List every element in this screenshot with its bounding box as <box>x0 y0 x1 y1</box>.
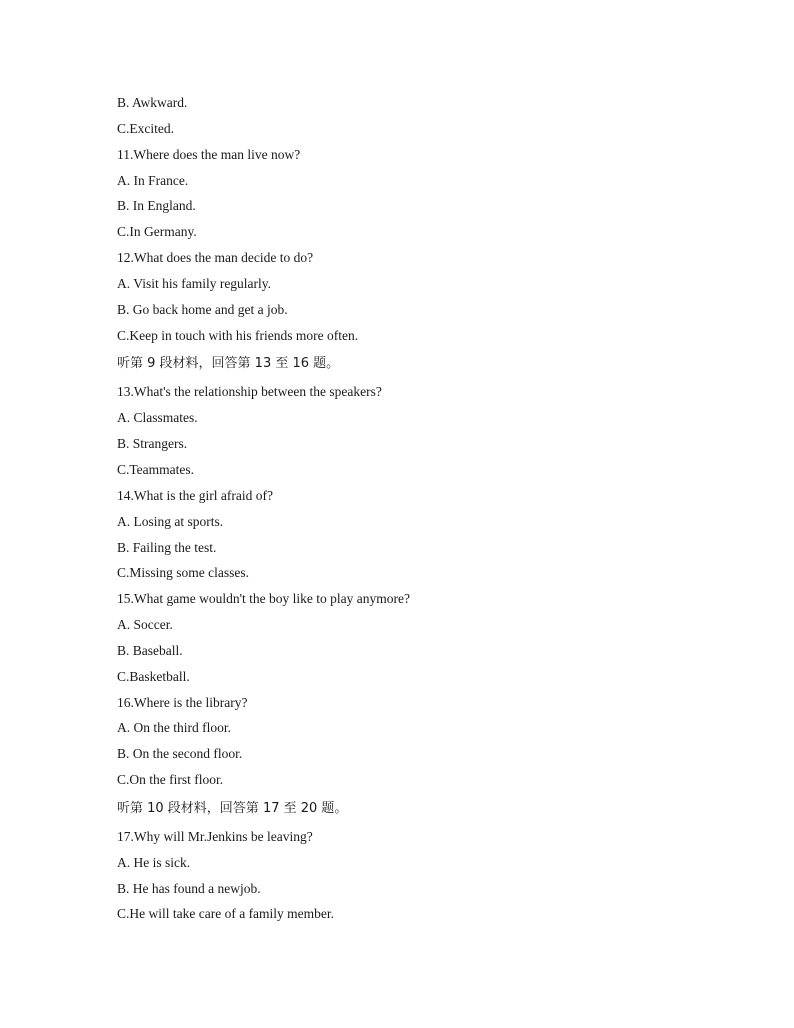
question-text: 14.What is the girl afraid of? <box>117 487 273 503</box>
question-text: 17.Why will Mr.Jenkins be leaving? <box>117 828 313 844</box>
answer-option: B. Strangers. <box>117 436 188 452</box>
answer-option: A. On the third floor. <box>117 720 231 736</box>
answer-option: B. He has found a newjob. <box>117 880 261 896</box>
answer-option: C.Keep in touch with his friends more often. <box>117 327 359 343</box>
answer-option: C.He will take care of a family member. <box>117 906 335 922</box>
answer-option: C.Missing some classes. <box>117 565 250 581</box>
page-content <box>117 90 717 927</box>
question-text: 16.Where is the library? <box>117 694 248 710</box>
answer-option: A. Visit his family regularly. <box>117 275 272 291</box>
answer-option: B. In England. <box>117 198 196 214</box>
question-text: 15.What game wouldn't the boy like to play anymore? <box>117 591 410 607</box>
answer-option: C.In Germany. <box>117 224 197 240</box>
answer-option: A. In France. <box>117 172 189 188</box>
answer-option: A. Soccer. <box>117 617 173 633</box>
answer-option: B. On the second floor. <box>117 746 243 762</box>
section-instruction: 听第 10 段材料，回答第 17 至 20 题。 <box>117 800 348 816</box>
answer-option: C.Basketball. <box>117 668 190 684</box>
section-instruction: 听第 9 段材料，回答第 13 至 16 题。 <box>117 356 340 372</box>
question-text: 12.What does the man decide to do? <box>117 250 314 266</box>
answer-option: C.Teammates. <box>117 461 195 477</box>
answer-option: A. He is sick. <box>117 854 191 870</box>
answer-option: A. Classmates. <box>117 410 198 426</box>
answer-option: B. Awkward. <box>117 95 188 110</box>
question-text: 13.What's the relationship between the speakers? <box>117 384 382 400</box>
answer-option: A. Losing at sports. <box>117 513 224 529</box>
answer-option: B. Failing the test. <box>117 539 217 555</box>
answer-option: C.On the first floor. <box>117 772 224 788</box>
question-text: 11.Where does the man live now? <box>117 146 301 162</box>
answer-option: B. Go back home and get a job. <box>117 301 288 317</box>
answer-option: C.Excited. <box>117 120 174 136</box>
answer-option: B. Baseball. <box>117 642 183 658</box>
